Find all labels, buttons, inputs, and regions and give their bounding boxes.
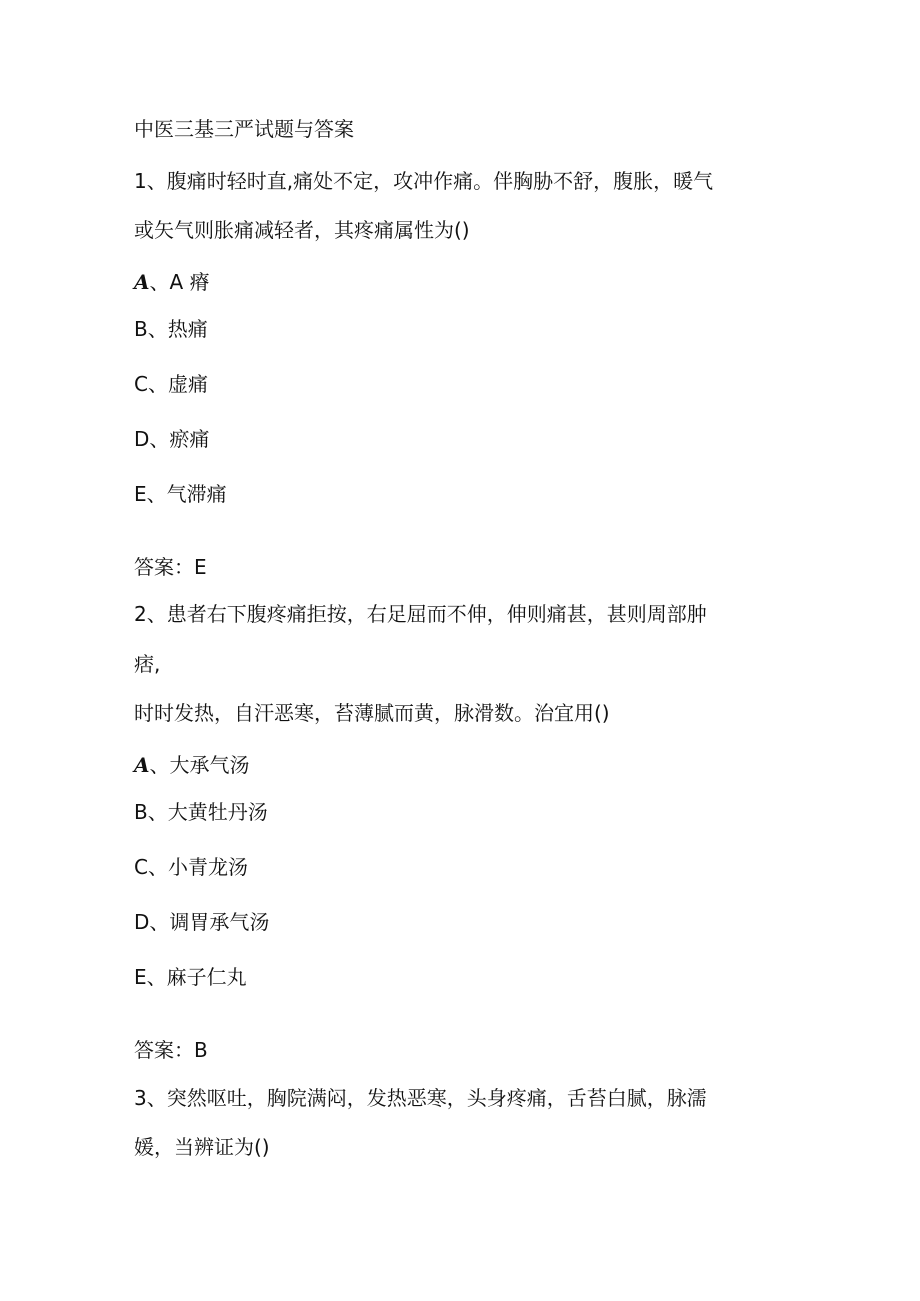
question-1-stem-line-1: 1、腹痛时轻时直,痛处不定，攻冲作痛。伴胸胁不舒，腹胀，暖气 bbox=[134, 169, 714, 193]
question-2-answer: 答案：B bbox=[134, 1038, 208, 1062]
option-a-separator: 、 bbox=[149, 270, 170, 294]
question-1-option-c: C、虚痛 bbox=[134, 372, 208, 396]
question-3-stem-line-2: 媛，当辨证为() bbox=[134, 1135, 270, 1159]
question-2-option-a bbox=[134, 755, 250, 775]
question-2-stem-line-3: 时时发热，自汗恶寒，苔薄腻而黄，脉滑数。治宜用() bbox=[134, 701, 610, 725]
question-1-option-a bbox=[134, 272, 210, 292]
question-2-option-d: D、调胃承气汤 bbox=[134, 910, 270, 934]
question-2-stem-line-1: 2、患者右下腹疼痛拒按，右足屈而不伸，伸则痛甚，甚则周部肿 bbox=[134, 602, 707, 626]
option-a-separator: 、 bbox=[149, 753, 170, 777]
option-a-letter: A bbox=[134, 753, 150, 777]
question-1-option-d: D、瘀痛 bbox=[134, 427, 210, 451]
option-a-text: A 瘠 bbox=[169, 270, 210, 294]
question-1-answer: 答案：E bbox=[134, 555, 207, 579]
question-2-option-e: E、麻子仁丸 bbox=[134, 965, 247, 989]
question-3-stem-line-1: 3、突然呕吐，胸院满闷，发热恶寒，头身疼痛，舌苔白腻，脉濡 bbox=[134, 1086, 707, 1110]
option-a-letter: A bbox=[134, 270, 150, 294]
option-a-text: 大承气汤 bbox=[169, 753, 250, 777]
question-1-option-e: E、气滞痛 bbox=[134, 482, 227, 506]
question-2-stem-line-2: 痞, bbox=[134, 652, 161, 676]
document-title: 中医三基三严试题与答案 bbox=[134, 117, 354, 141]
question-2-option-b: B、大黄牡丹汤 bbox=[134, 800, 268, 824]
question-1-option-b: B、热痛 bbox=[134, 317, 208, 341]
question-2-option-c: C、小青龙汤 bbox=[134, 855, 248, 879]
question-1-stem-line-2: 或矢气则胀痛减轻者，其疼痛属性为() bbox=[134, 218, 470, 242]
